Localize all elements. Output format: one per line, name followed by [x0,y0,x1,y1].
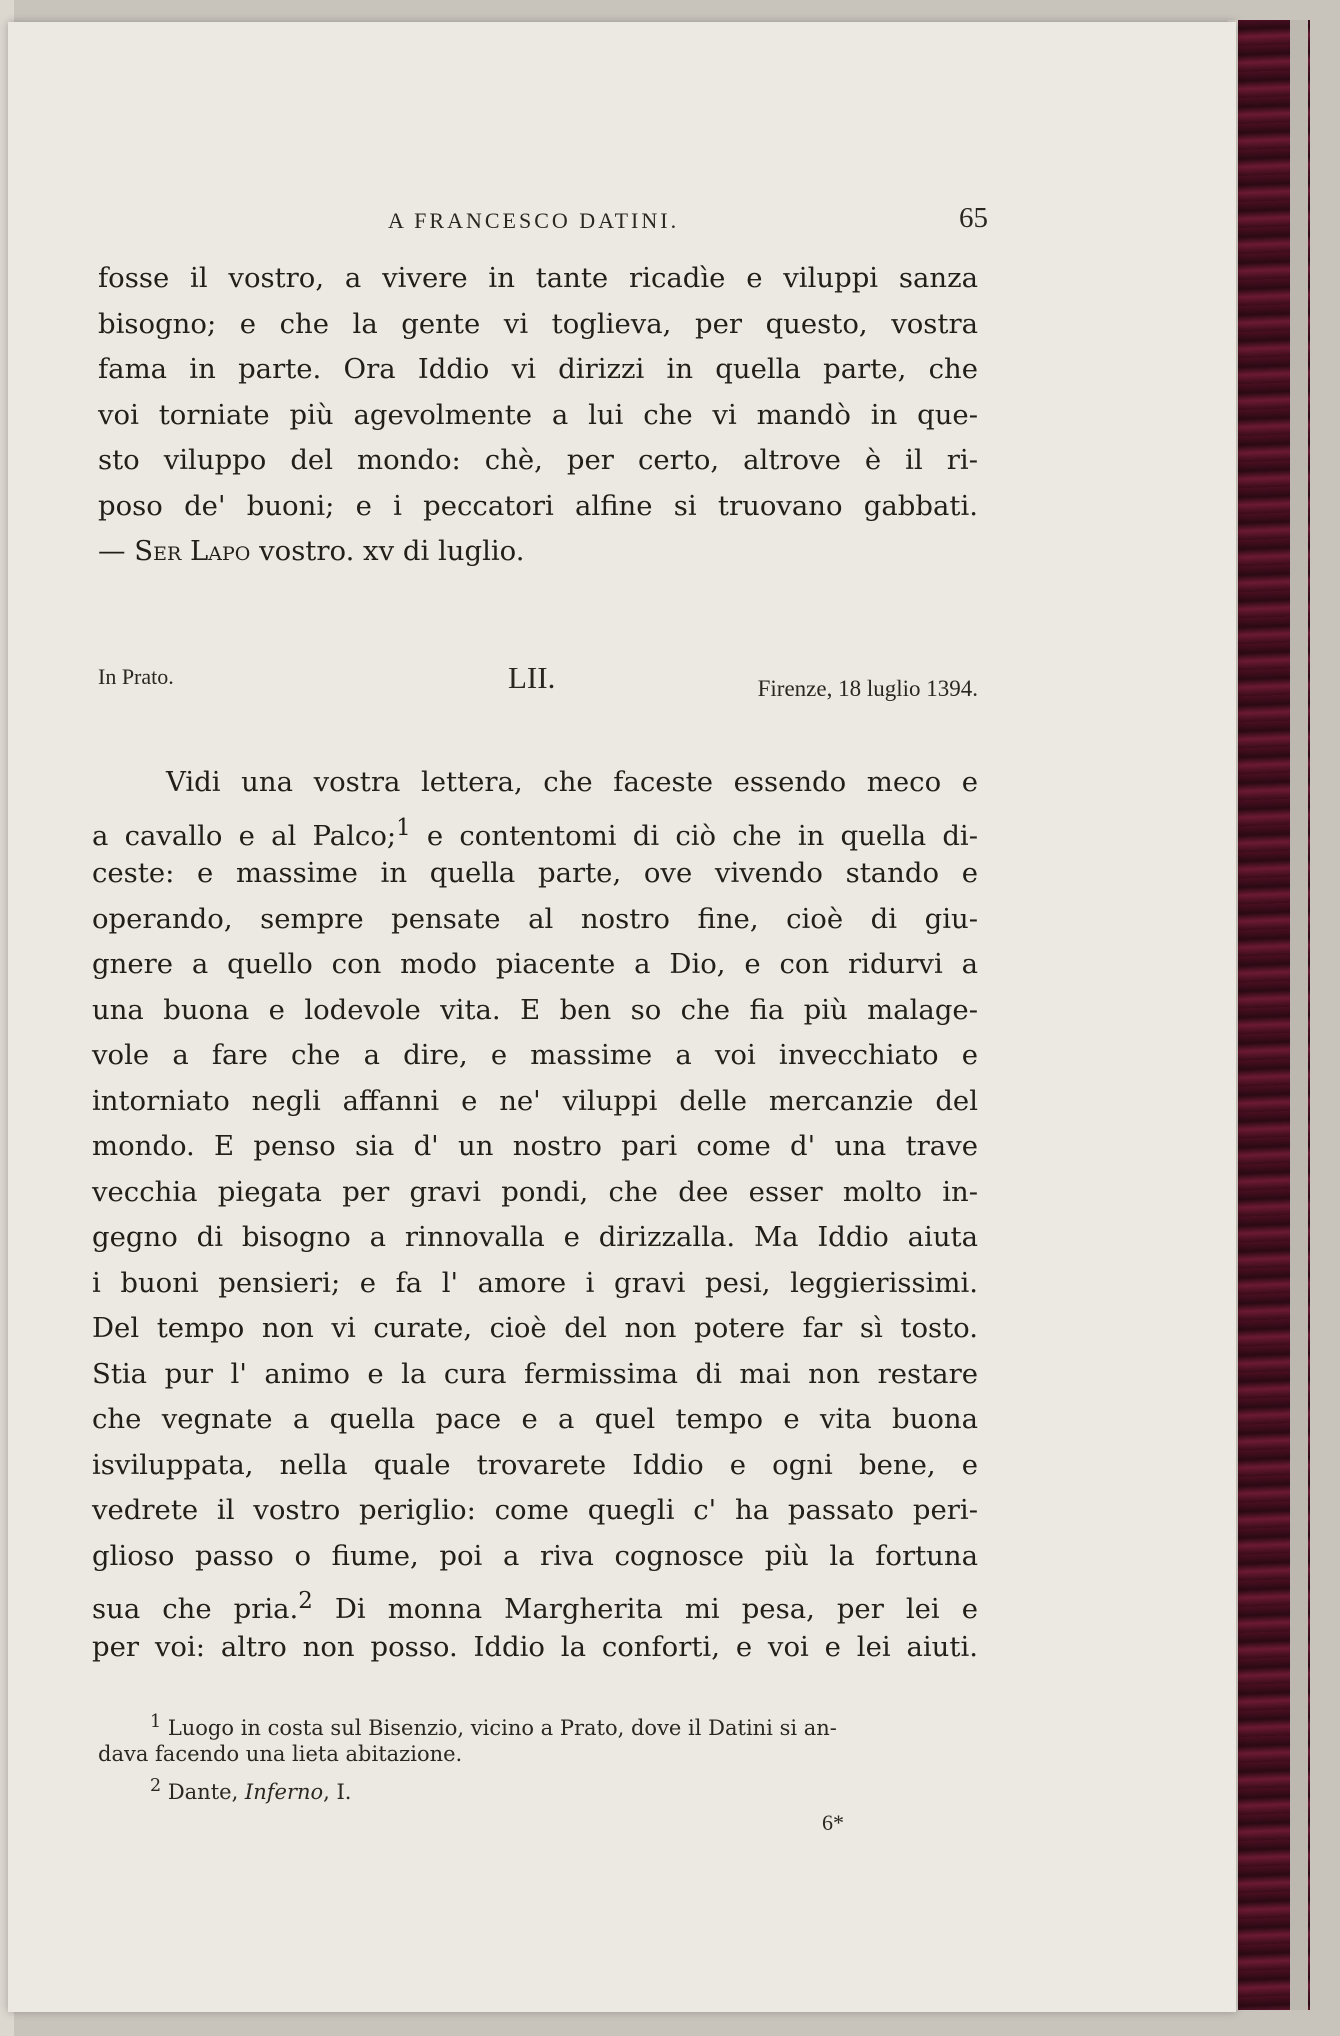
text-line: Stia pur l' animo e la cura fermissima di mai non restare [92,1357,978,1390]
closing-lapo: Lapo [190,535,251,567]
text-line: mondo. E penso sia d' un nostro pari come d' una trave [92,1130,978,1162]
text-line: gnere a quello con modo piacente a Dio, e con ridurvi a [92,948,978,980]
letter-closing [98,529,978,575]
footnote-1-continued: dava facendo una lieta abitazione. [98,1742,463,1766]
text-line: fama in parte. Ora Iddio vi dirizzi in quella parte, che [98,353,978,385]
text-line: bisogno; e che la gente vi toglieva, per questo, vostra [98,307,978,340]
footnote-2 [98,1770,990,1802]
text-line: una buona e lodevole vita. E ben so che fia più malage- [92,993,978,1026]
footnote-text: , I. [323,1780,352,1804]
page-number: 65 [959,202,988,234]
text-line: glioso passo o fiume, poi a riva cognosce più la fortuna [92,1539,978,1572]
text-line [92,806,978,852]
footnote-ref: 2 [298,1588,313,1614]
closing-ser: Ser [134,535,182,567]
text-line: vole a fare che a dire, e massime a voi invecchiato e [92,1039,978,1071]
footnote-1 [98,1706,990,1738]
text-line: i buoni pensieri; e fa l' amore i gravi pesi, leggierissimi. [92,1266,978,1299]
footnote-ref: 1 [396,814,411,841]
text-line: Vidi una vostra lettera, che faceste essendo meco e [166,766,978,798]
running-header [96,202,988,242]
text-line: Del tempo non vi curate, cioè del non potere far sì tosto. [92,1312,978,1344]
letter-51-ending [98,256,978,575]
text-fragment: a cavallo e al Palco; [92,819,397,852]
footnote-mark: 1 [150,1712,162,1732]
text-line: per voi: altro non posso. Iddio la conforti, e voi e lei aiuti. [92,1630,978,1663]
text-fragment: e contentomi di ciò che in quella di- [410,819,979,852]
letter-heading [98,660,978,710]
text-fragment: sua che pria. [92,1593,299,1626]
letter-date: Firenze, 18 luglio 1394. [757,676,978,701]
footnote-mark: 2 [150,1776,162,1796]
running-title: A FRANCESCO DATINI. [388,208,680,233]
letter-place: In Prato. [98,664,174,689]
signature-mark: 6* [822,1810,844,1835]
letter-number: LII. [508,660,556,695]
text-line: vedrete il vostro periglio: come quegli c' ha passato peri- [92,1494,978,1526]
text-line: poso de' buoni; e i peccatori alfine si truovano gabbati. [98,489,978,522]
closing-dash: — [98,535,135,567]
text-line: che vegnate a quella pace e a quel tempo e vita buona [92,1403,978,1435]
footnote-italic: Inferno [244,1780,324,1804]
text-line: fosse il vostro, a vivere in tante ricadìe e viluppi sanza [98,262,978,294]
text-line [92,1579,978,1625]
text-fragment: Di monna Margherita mi pesa, per lei e [312,1593,978,1626]
footnotes [98,1706,990,1802]
text-line: intorniato negli affanni e ne' viluppi delle mercanzie del [92,1084,978,1117]
cover-edge [1290,20,1308,2010]
text-line: voi torniate più agevolmente a lui che vi mandò in que- [98,398,978,431]
text-line: isviluppata, nella quale trovarete Iddio e ogni bene, e [92,1448,978,1481]
text-line: sto viluppo del mondo: chè, per certo, altrove è il ri- [98,444,978,476]
text-line: ceste: e massime in quella parte, ove vivendo stando e [92,857,978,889]
footnote-text: Dante, [161,1780,245,1804]
text-line: operando, sempre pensate al nostro fine, cioè di giu- [92,902,978,935]
text-line: gegno di bisogno a rinnovalla e dirizzalla. Ma Iddio aiuta [92,1221,978,1253]
closing-rest: vostro. xv di luglio. [250,535,525,567]
letter-52-body [92,760,978,1670]
text-line: vecchia piegata per gravi pondi, che dee esser molto in- [92,1175,978,1208]
footnote-text: Luogo in costa sul Bisenzio, vicino a Prato, dove il Datini si an- [161,1716,837,1740]
